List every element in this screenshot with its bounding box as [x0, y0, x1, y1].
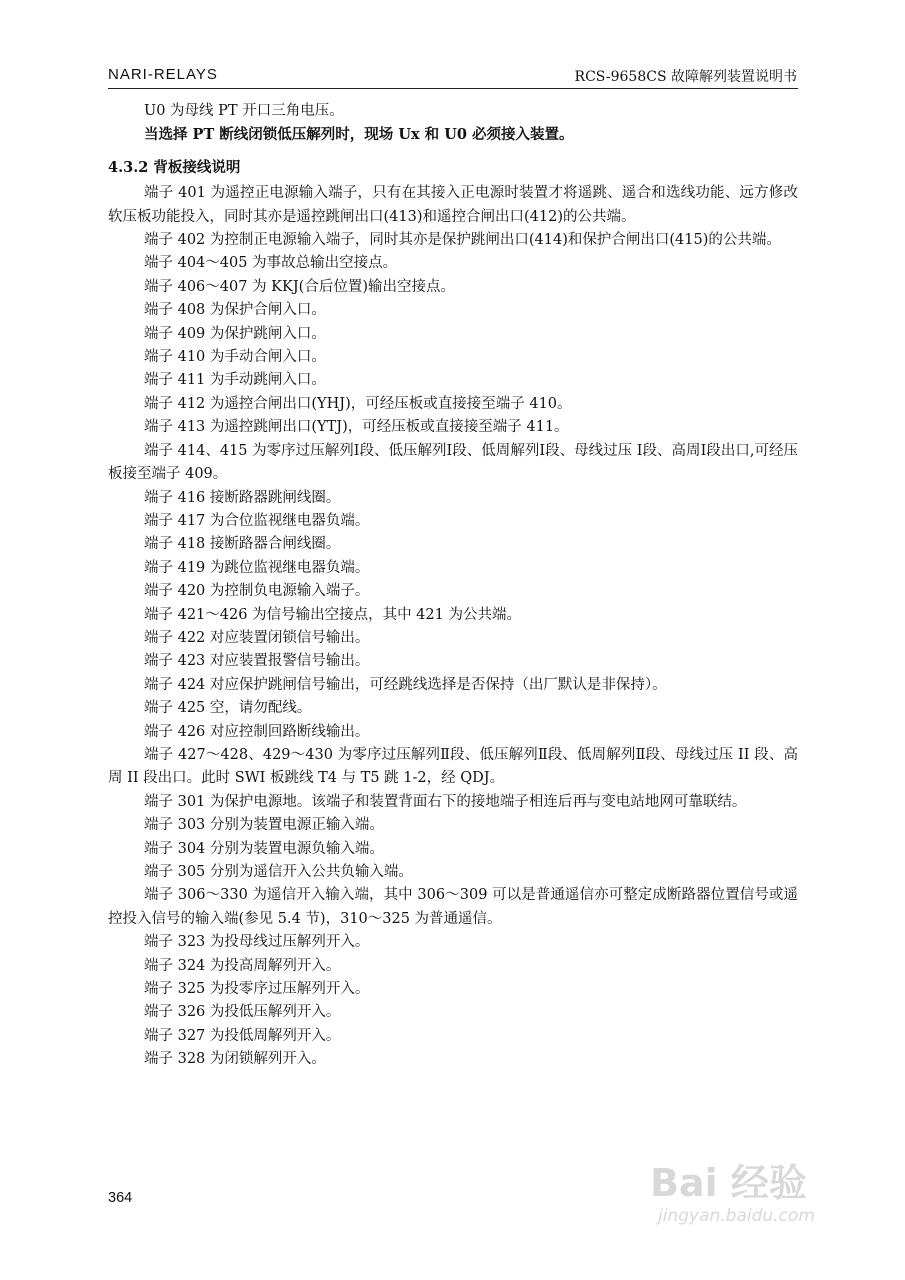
- paragraph: 端子 424 对应保护跳闸信号输出，可经跳线选择是否保持（出厂默认是非保持）。: [144, 676, 667, 693]
- paragraph: 端子 404～405 为事故总输出空接点。: [144, 255, 398, 272]
- paragraph: 端子 423 对应装置报警信号输出。: [144, 653, 370, 670]
- paragraph: 端子 408 为保护合闸入口。: [144, 302, 326, 319]
- paragraph: 端子 412 为遥控合闸出口(YHJ)，可经压板或直接接至端子 410。: [144, 395, 572, 412]
- paragraph: 端子 426 对应控制回路断线输出。: [144, 723, 370, 740]
- paragraph: 端子 325 为投零序过压解列开入。: [144, 981, 370, 998]
- paragraph: 端子 328 为闭锁解列开入。: [144, 1051, 326, 1068]
- paragraph: 端子 427～428、429～430 为零序过压解列Ⅱ段、低压解列Ⅱ段、低周解列Ⅱ段、母线过压 II 段、高周 II 段出口。此时 SWI 板跳线 T4 与 T5 跳 1-2，经 QDJ。: [108, 746, 798, 787]
- paragraph: 端子 304 分别为装置电源负输入端。: [144, 840, 384, 857]
- paragraph: 端子 421～426 为信号输出空接点，其中 421 为公共端。: [144, 606, 521, 623]
- paragraph: 端子 411 为手动跳闸入口。: [144, 372, 326, 389]
- paragraph: 端子 326 为投低压解列开入。: [144, 1004, 341, 1021]
- document-body: [108, 100, 798, 1072]
- paragraph: 端子 422 对应装置闭锁信号输出。: [144, 629, 370, 646]
- paragraph: 端子 419 为跳位监视继电器负端。: [144, 559, 370, 576]
- header-divider: [108, 88, 798, 89]
- paragraph-list: [108, 182, 798, 1071]
- paragraph: 端子 418 接断路器合闸线圈。: [144, 536, 341, 553]
- paragraph: 端子 425 空，请勿配线。: [144, 700, 312, 717]
- paragraph: 端子 323 为投母线过压解列开入。: [144, 934, 370, 951]
- paragraph: 端子 305 分别为遥信开入公共负输入端。: [144, 864, 413, 880]
- paragraph: 端子 402 为控制正电源输入端子，同时其亦是保护跳闸出口(414)和保护合闸出口(415)的公共端。: [144, 232, 781, 249]
- section-heading: 4.3.2 背板接线说明: [108, 158, 241, 176]
- paragraph: 端子 413 为遥控跳闸出口(YTJ)，可经压板或直接接至端子 411。: [144, 419, 569, 436]
- header-doc-title: RCS-9658CS 故障解列装置说明书: [574, 69, 797, 85]
- paragraph: 端子 324 为投高周解列开入。: [144, 957, 341, 974]
- paragraph: 端子 406～407 为 KKJ(合后位置)输出空接点。: [144, 278, 455, 295]
- paragraph: 端子 414、415 为零序过压解列Ⅰ段、低压解列Ⅰ段、低周解列Ⅰ段、母线过压 Ⅰ段、高周Ⅰ段出口,可经压板接至端子 409。: [108, 442, 798, 483]
- watermark-url: jingyan.baidu.com: [658, 1206, 815, 1226]
- paragraph: 端子 420 为控制负电源输入端子。: [144, 583, 370, 600]
- watermark-brand: Bai 经验: [650, 1161, 807, 1205]
- paragraph: 端子 410 为手动合闸入口。: [144, 349, 326, 366]
- paragraph: 端子 301 为保护电源地。该端子和装置背面右下的接地端子相连后再与变电站地网可靠联结。: [144, 793, 747, 810]
- paragraph: 端子 401 为遥控正电源输入端子，只有在其接入正电源时装置才将遥跳、遥合和选线功能、远方修改软压板功能投入，同时其亦是遥控跳闸出口(413)和遥控合闸出口(412)的公共端。: [108, 185, 798, 225]
- paragraph: 端子 306～330 为遥信开入输入端，其中 306～309 可以是普通遥信亦可整定成断路器位置信号或遥控投入信号的输入端(参见 5.4 节)，310～325 为普通遥信。: [108, 887, 798, 927]
- paragraph: 端子 327 为投低周解列开入。: [144, 1027, 341, 1044]
- paragraph: 端子 409 为保护跳闸入口。: [144, 325, 326, 342]
- paragraph: 端子 417 为合位监视继电器负端。: [144, 512, 370, 529]
- text-line: U0 为母线 PT 开口三角电压。: [144, 103, 344, 119]
- paragraph: 端子 416 接断路器跳闸线圈。: [144, 489, 341, 506]
- paragraph: 端子 303 分别为装置电源正输入端。: [144, 817, 384, 834]
- page-number: 364: [108, 1190, 133, 1206]
- bold-note: 当选择 PT 断线闭锁低压解列时，现场 Ux 和 U0 必须接入装置。: [144, 126, 574, 144]
- baidu-watermark: [628, 1148, 858, 1248]
- header-company: NARI-RELAYS: [108, 66, 218, 83]
